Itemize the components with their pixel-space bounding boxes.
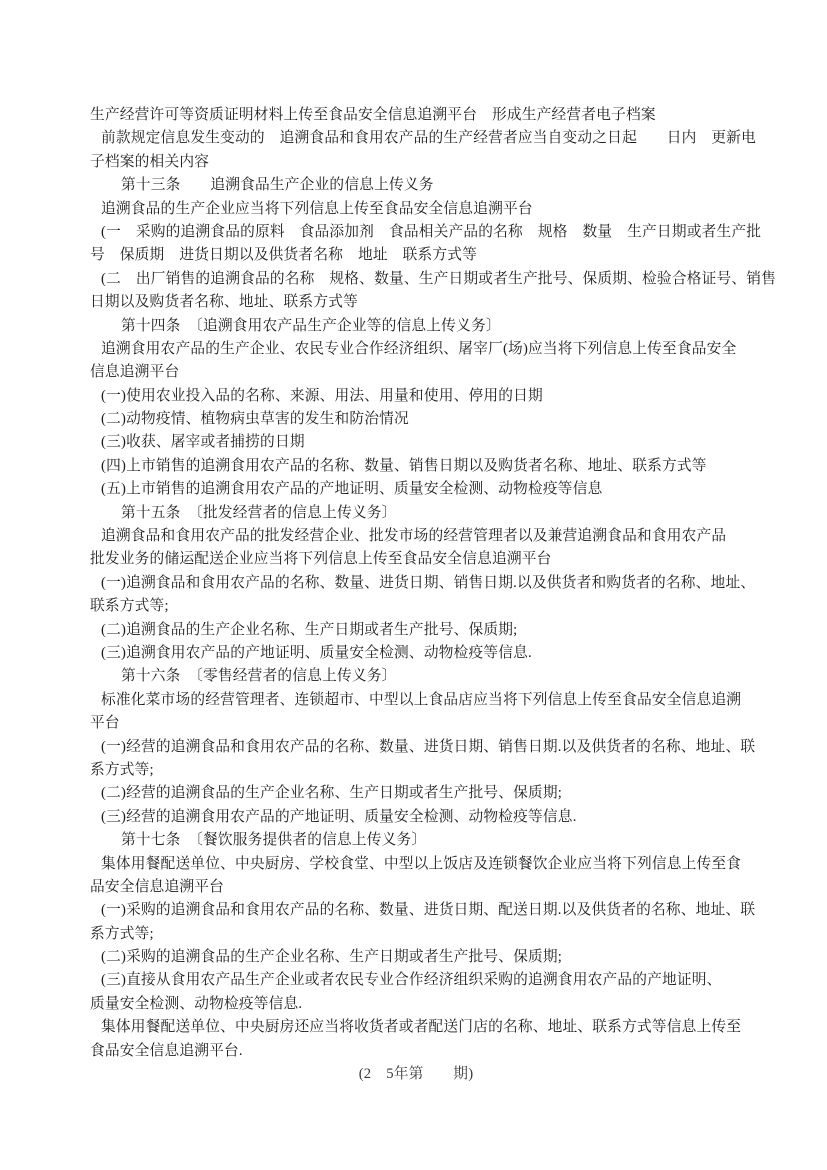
text-line: (五)上市销售的追溯食用农产品的产地证明、质量安全检测、动物检疫等信息 [101,481,603,498]
text-line: 日期以及购货者名称、地址、联系方式等 [90,294,358,311]
text-line: (三)直接从食用农产品生产企业或者农民专业合作经济组织采购的追溯食用农产品的产地证明、 [101,972,722,989]
text-line: 集体用餐配送单位、中央厨房还应当将收货者或者配送门店的名称、地址、联系方式等信息上传至 [101,1019,742,1036]
text-line: 标准化菜市场的经营管理者、连锁超市、中型以上食品店应当将下列信息上传至食品安全信息追溯 [101,691,742,708]
text-line: (一)使用农业投入品的名称、来源、用法、用量和使用、停用的日期 [101,387,543,404]
text-line: 批发业务的储运配送企业应当将下列信息上传至食品安全信息追溯平台 [90,551,552,568]
text-line: 食品安全信息追溯平台. [90,1042,243,1059]
text-line: 第十三条 追溯食品生产企业的信息上传义务 [121,177,434,194]
text-line: (二)追溯食品的生产企业名称、生产日期或者生产批号、保质期; [101,621,518,638]
text-line: (一)追溯食品和食用农产品的名称、数量、进货日期、销售日期.以及供货者和购货者的名称、地址、 [101,574,756,591]
text-line: 集体用餐配送单位、中央厨房、学校食堂、中型以上饭店及连锁餐饮企业应当将下列信息上传至食 [101,855,742,872]
text-line: 号 保质期 进货日期以及供货者名称 地址 联系方式等 [90,247,478,264]
text-line: 质量安全检测、动物检疫等信息. [90,995,303,1012]
text-line: (二)采购的追溯食品的生产企业名称、生产日期或者生产批号、保质期; [101,949,563,966]
text-line: 第十七条 〔餐饮服务提供者的信息上传义务〕 [121,832,427,849]
text-line: 第十五条 〔批发经营者的信息上传义务〕 [121,504,397,521]
text-line: (三)追溯食用农产品的产地证明、质量安全检测、动物检疫等信息. [101,644,532,661]
text-line: 追溯食用农产品的生产企业、农民专业合作经济组织、屠宰厂(场)应当将下列信息上传至食品安全 [101,340,737,357]
text-line: 第十四条 〔追溯食用农产品生产企业等的信息上传义务〕 [121,317,501,334]
text-line: 追溯食品的生产企业应当将下列信息上传至食品安全信息追溯平台 [101,200,533,217]
text-line: 系方式等; [90,925,154,942]
footer-issue-line: (2 5年第 期) [358,1066,474,1083]
text-line: (三)经营的追溯食用农产品的产地证明、质量安全检测、动物检疫等信息. [101,808,577,825]
document-body [90,104,777,1086]
text-line: 第十六条 〔零售经营者的信息上传义务〕 [121,668,397,685]
text-line: 生产经营许可等资质证明材料上传至食品安全信息追溯平台 形成生产经营者电子档案 [90,107,656,123]
text-line: 子档案的相关内容 [90,153,210,170]
text-line: 前款规定信息发生变动的 追溯食品和食用农产品的生产经营者应当自变动之日起 日内 更新电 [101,130,757,147]
text-line: (四)上市销售的追溯食用农产品的名称、数量、销售日期以及购货者名称、地址、联系方式等 [101,457,707,474]
text-line: (一)采购的追溯食品和食用农产品的名称、数量、进货日期、配送日期.以及供货者的名称、地址、联 [101,902,756,919]
text-line: 信息追溯平台 [90,364,180,381]
text-line: 品安全信息追溯平台 [90,878,224,895]
text-line: (二)经营的追溯食品的生产企业名称、生产日期或者生产批号、保质期; [101,785,563,802]
text-line: 联系方式等; [90,598,169,615]
text-line: 系方式等; [90,761,154,778]
text-line: 追溯食品和食用农产品的批发经营企业、批发市场的经营管理者以及兼营追溯食品和食用农产品 [101,528,727,545]
text-line: (二)动物疫情、植物病虫草害的发生和防治情况 [101,411,409,428]
text-line: (三)收获、屠宰或者捕捞的日期 [101,434,305,451]
text-line: 平台 [90,715,120,732]
text-line: (一)经营的追溯食品和食用农产品的名称、数量、进货日期、销售日期.以及供货者的名称、地址、联 [101,738,756,755]
text-line: (一 采购的追溯食品的原料 食品添加剂 食品相关产品的名称 规格 数量 生产日期或者生产批 [101,223,762,240]
text-line: (二 出厂销售的追溯食品的名称 规格、数量、生产日期或者生产批号、保质期、检验合格证号、销售 [101,270,777,287]
